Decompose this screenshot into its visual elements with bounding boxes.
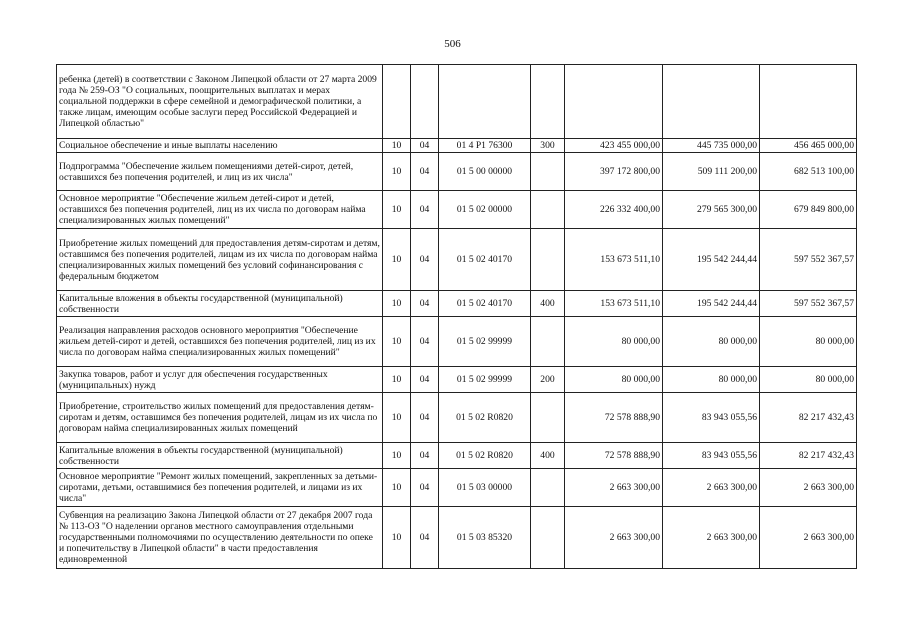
amount-year-1: 153 673 511,10: [565, 229, 663, 291]
expense-type-code: 300: [531, 139, 565, 153]
budget-table-body: [57, 65, 857, 569]
subsection-code: 04: [411, 469, 439, 507]
section-code: 10: [383, 469, 411, 507]
section-code: 10: [383, 393, 411, 443]
table-row: [57, 139, 857, 153]
target-article-code: 01 5 02 00000: [439, 191, 531, 229]
item-name: Основное мероприятие "Ремонт жилых помещений, закрепленных за детьми-сиротами, детьми, оставшимися без попечения родителей, и лицами из их числа": [57, 469, 383, 507]
table-row: [57, 367, 857, 393]
amount-year-2: 2 663 300,00: [663, 507, 760, 569]
amount-year-1: 153 673 511,10: [565, 291, 663, 317]
amount-year-1: 423 455 000,00: [565, 139, 663, 153]
target-article-code: 01 5 03 85320: [439, 507, 531, 569]
table-row: [57, 393, 857, 443]
amount-year-1: 397 172 800,00: [565, 153, 663, 191]
section-code: 10: [383, 139, 411, 153]
item-name: Капитальные вложения в объекты государственной (муниципальной) собственности: [57, 443, 383, 469]
item-name: Капитальные вложения в объекты государственной (муниципальной) собственности: [57, 291, 383, 317]
amount-year-2: 83 943 055,56: [663, 393, 760, 443]
expense-type-code: [531, 191, 565, 229]
table-row: [57, 65, 857, 139]
target-article-code: 01 5 02 R0820: [439, 393, 531, 443]
subsection-code: 04: [411, 393, 439, 443]
expense-type-code: 400: [531, 443, 565, 469]
amount-year-1: [565, 65, 663, 139]
item-name: Приобретение жилых помещений для предоставления детям-сиротам и детям, оставшимся без попечения родителей, лицам из их числа по договорам найма специализированных жилых помещений без условий софинансирования с федеральным бюджетом: [57, 229, 383, 291]
item-name: Реализация направления расходов основного мероприятия "Обеспечение жильем детей-сирот и детей, оставшихся без попечения родителей, лиц из их числа по договорам найма специализированных жилых помещений": [57, 317, 383, 367]
amount-year-1: 80 000,00: [565, 367, 663, 393]
section-code: 10: [383, 291, 411, 317]
amount-year-1: 226 332 400,00: [565, 191, 663, 229]
amount-year-1: 80 000,00: [565, 317, 663, 367]
expense-type-code: [531, 153, 565, 191]
amount-year-1: 72 578 888,90: [565, 393, 663, 443]
amount-year-2: 80 000,00: [663, 367, 760, 393]
section-code: 10: [383, 317, 411, 367]
section-code: 10: [383, 443, 411, 469]
table-row: [57, 291, 857, 317]
table-row: [57, 229, 857, 291]
expense-type-code: 200: [531, 367, 565, 393]
item-name: Субвенция на реализацию Закона Липецкой области от 27 декабря 2007 года № 113-ОЗ "О наделении органов местного самоуправления отдельными государственными полномочиями по осуществлению деятельности по опеке и попечительству в Липецкой области" в части предоставления единовременной: [57, 507, 383, 569]
expense-type-code: [531, 229, 565, 291]
section-code: 10: [383, 367, 411, 393]
item-name: ребенка (детей) в соответствии с Законом Липецкой области от 27 марта 2009 года № 259-ОЗ "О социальных, поощрительных выплатах и мерах социальной поддержки в сфере семейной и демографической политики, а также лицам, имеющим особые заслуги перед Российской Федерацией и Липецкой областью": [57, 65, 383, 139]
table-row: [57, 317, 857, 367]
amount-year-3: 82 217 432,43: [760, 443, 857, 469]
target-article-code: [439, 65, 531, 139]
subsection-code: 04: [411, 291, 439, 317]
amount-year-2: 2 663 300,00: [663, 469, 760, 507]
expense-type-code: [531, 393, 565, 443]
amount-year-2: 445 735 000,00: [663, 139, 760, 153]
expense-type-code: [531, 65, 565, 139]
target-article-code: 01 5 03 00000: [439, 469, 531, 507]
subsection-code: 04: [411, 317, 439, 367]
amount-year-3: 2 663 300,00: [760, 469, 857, 507]
subsection-code: 04: [411, 367, 439, 393]
target-article-code: 01 5 00 00000: [439, 153, 531, 191]
section-code: [383, 65, 411, 139]
amount-year-3: 80 000,00: [760, 317, 857, 367]
amount-year-2: 279 565 300,00: [663, 191, 760, 229]
amount-year-2: 195 542 244,44: [663, 291, 760, 317]
target-article-code: 01 5 02 99999: [439, 317, 531, 367]
item-name: Подпрограмма "Обеспечение жильем помещениями детей-сирот, детей, оставшихся без попечения родителей, и лиц из их числа": [57, 153, 383, 191]
subsection-code: 04: [411, 153, 439, 191]
section-code: 10: [383, 191, 411, 229]
amount-year-3: 2 663 300,00: [760, 507, 857, 569]
item-name: Закупка товаров, работ и услуг для обеспечения государственных (муниципальных) нужд: [57, 367, 383, 393]
subsection-code: 04: [411, 191, 439, 229]
amount-year-3: [760, 65, 857, 139]
subsection-code: 04: [411, 443, 439, 469]
item-name: Приобретение, строительство жилых помещений для предоставления детям-сиротам и детям, оставшимся без попечения родителей, лицам из их числа по договорам найма специализированных жилых помещений: [57, 393, 383, 443]
amount-year-2: 509 111 200,00: [663, 153, 760, 191]
amount-year-2: 195 542 244,44: [663, 229, 760, 291]
amount-year-3: 456 465 000,00: [760, 139, 857, 153]
table-row: [57, 507, 857, 569]
amount-year-3: 82 217 432,43: [760, 393, 857, 443]
amount-year-2: 80 000,00: [663, 317, 760, 367]
expense-type-code: [531, 469, 565, 507]
target-article-code: 01 5 02 R0820: [439, 443, 531, 469]
subsection-code: [411, 65, 439, 139]
section-code: 10: [383, 229, 411, 291]
amount-year-3: 597 552 367,57: [760, 291, 857, 317]
target-article-code: 01 5 02 40170: [439, 229, 531, 291]
page-number: 506: [444, 38, 461, 50]
table-row: [57, 469, 857, 507]
table-row: [57, 443, 857, 469]
amount-year-2: [663, 65, 760, 139]
section-code: 10: [383, 153, 411, 191]
subsection-code: 04: [411, 229, 439, 291]
subsection-code: 04: [411, 139, 439, 153]
target-article-code: 01 5 02 40170: [439, 291, 531, 317]
item-name: Основное мероприятие "Обеспечение жильем детей-сирот и детей, оставшихся без попечения родителей, лиц из их числа по договорам найма специализированных жилых помещений": [57, 191, 383, 229]
amount-year-3: 80 000,00: [760, 367, 857, 393]
expense-type-code: 400: [531, 291, 565, 317]
amount-year-3: 682 513 100,00: [760, 153, 857, 191]
expense-type-code: [531, 507, 565, 569]
table-row: [57, 191, 857, 229]
amount-year-3: 597 552 367,57: [760, 229, 857, 291]
amount-year-3: 679 849 800,00: [760, 191, 857, 229]
item-name: Социальное обеспечение и иные выплаты населению: [57, 139, 383, 153]
amount-year-1: 2 663 300,00: [565, 469, 663, 507]
amount-year-1: 72 578 888,90: [565, 443, 663, 469]
target-article-code: 01 4 P1 76300: [439, 139, 531, 153]
amount-year-1: 2 663 300,00: [565, 507, 663, 569]
expense-type-code: [531, 317, 565, 367]
amount-year-2: 83 943 055,56: [663, 443, 760, 469]
table-row: [57, 153, 857, 191]
budget-table: [56, 64, 857, 569]
section-code: 10: [383, 507, 411, 569]
target-article-code: 01 5 02 99999: [439, 367, 531, 393]
subsection-code: 04: [411, 507, 439, 569]
